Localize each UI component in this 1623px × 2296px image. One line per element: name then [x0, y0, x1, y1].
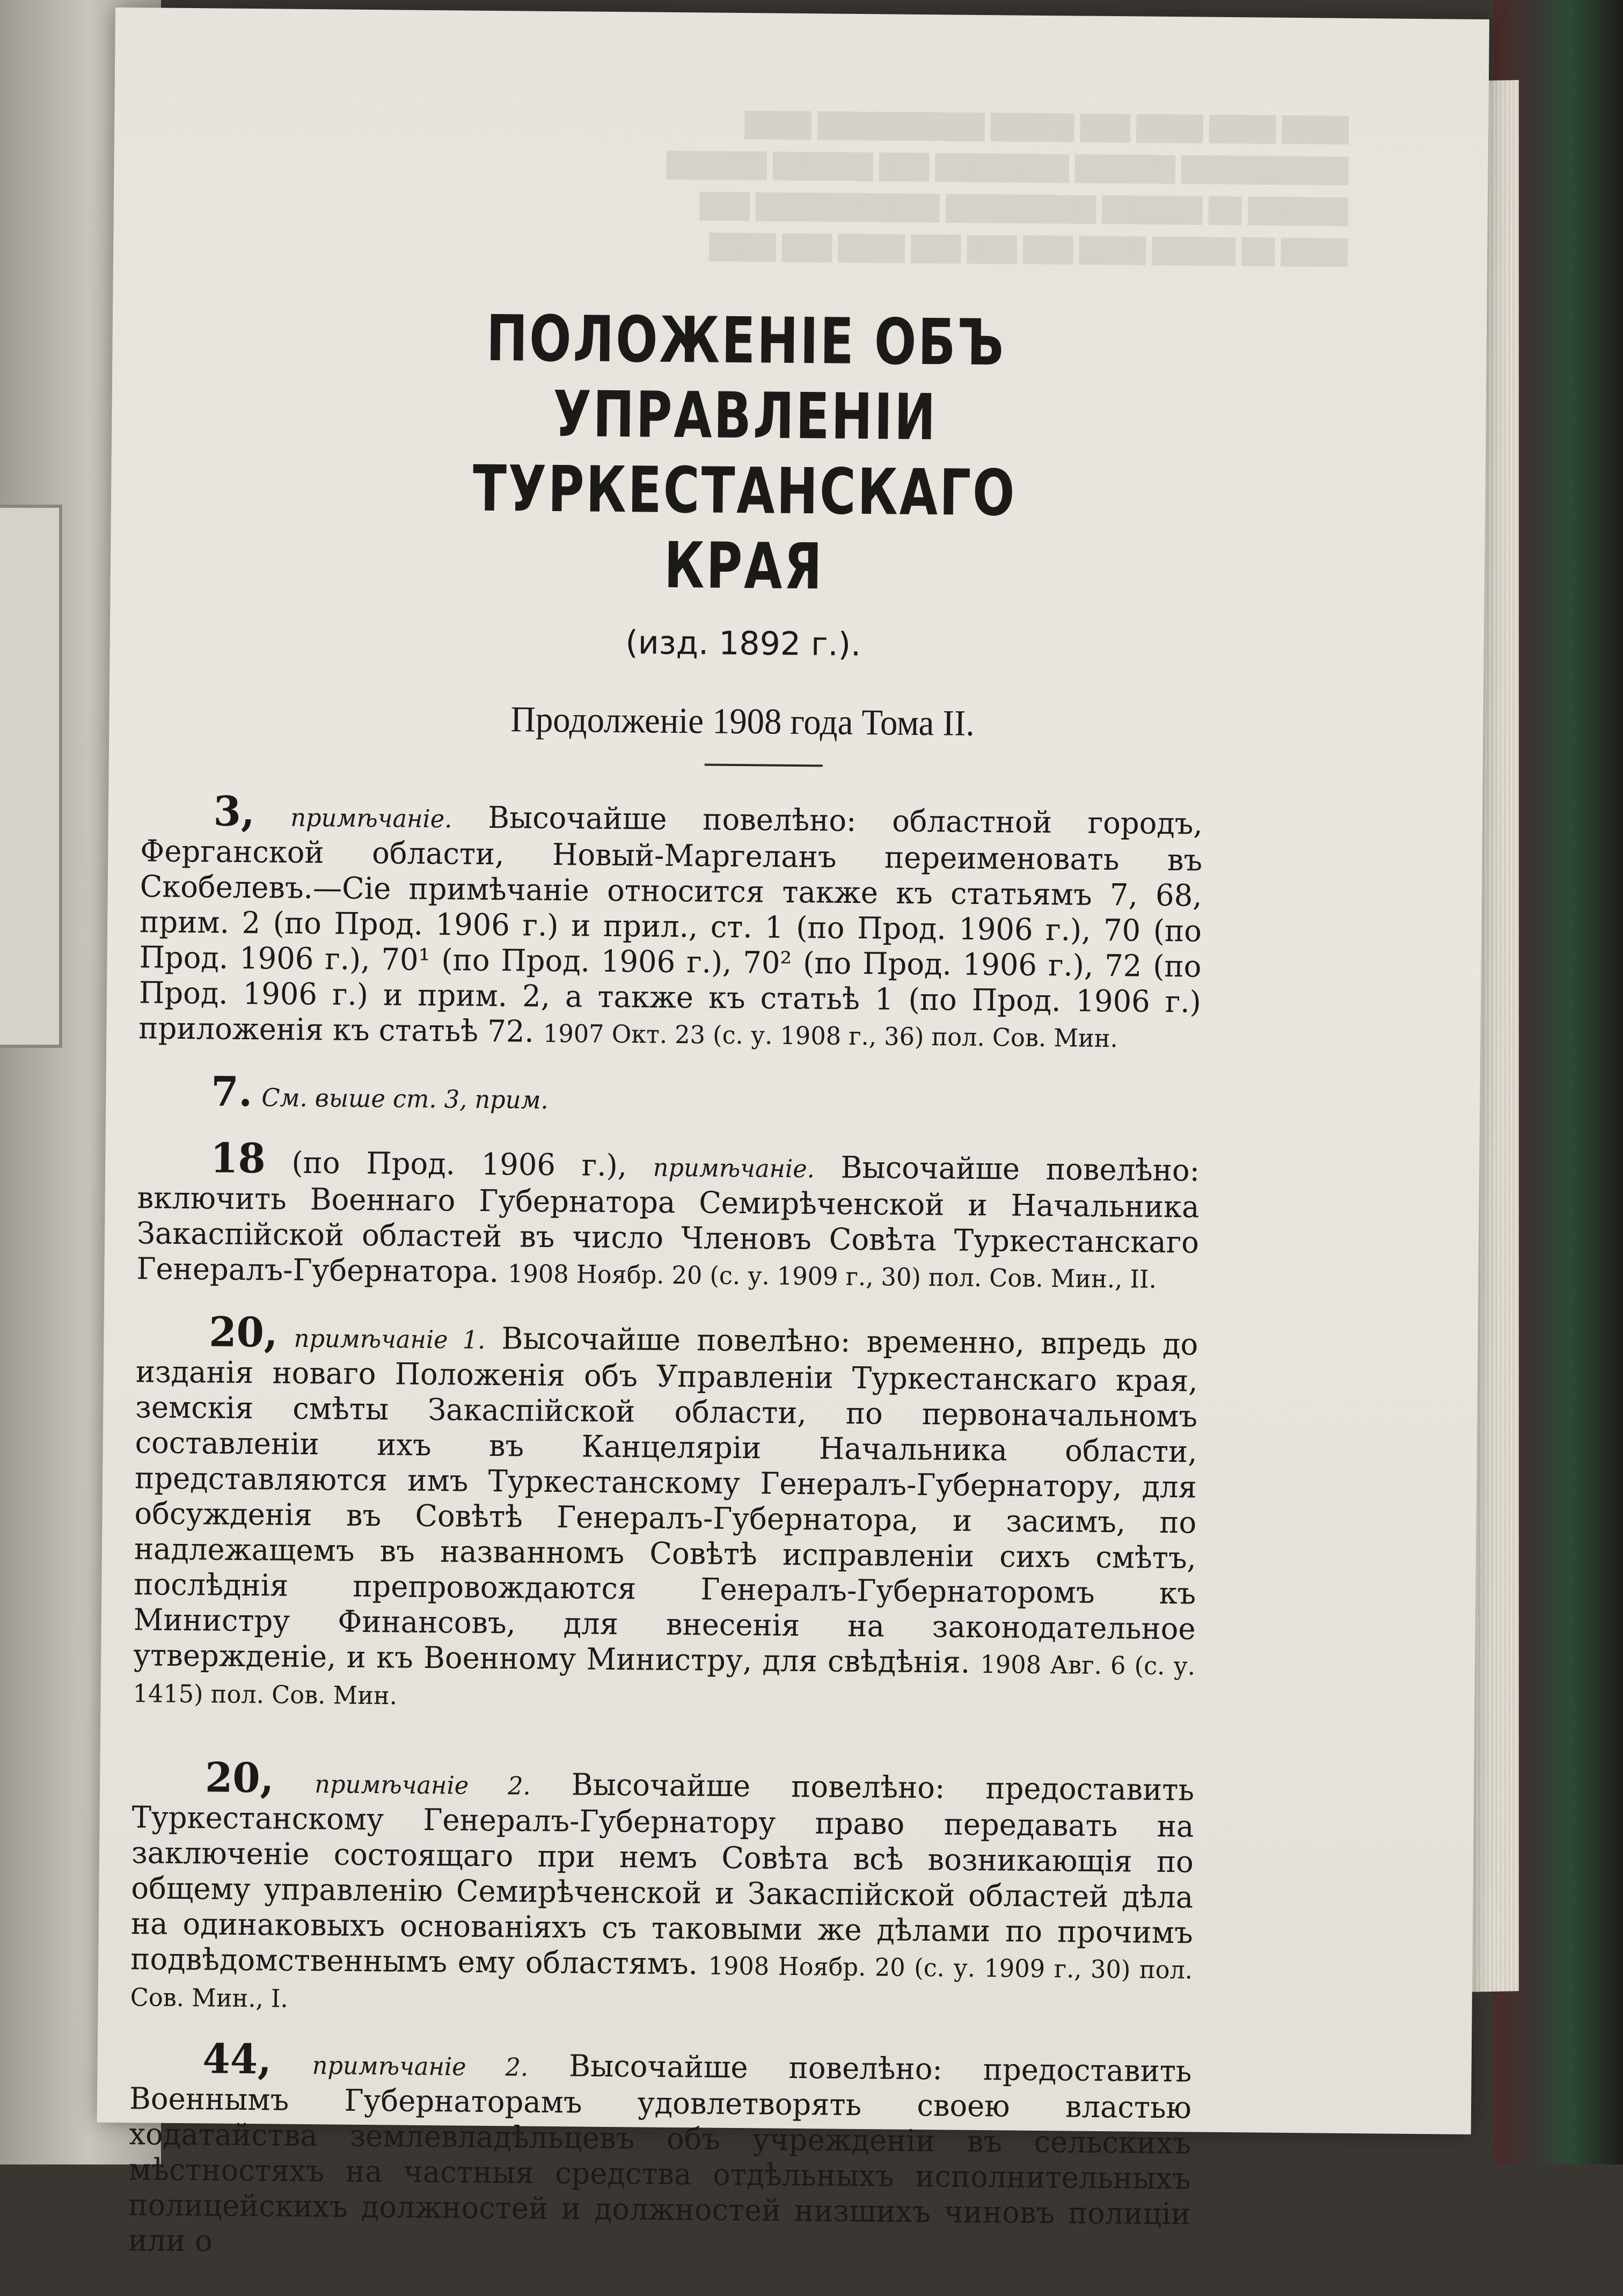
article-citation: 1907 Окт. 23 (с. у. 1908 г., 36) пол. Сов. Мин. [543, 1018, 1118, 1053]
book-page [97, 8, 1489, 2259]
article-text: Высочайше повелѣно: временно, впредь до изданія новаго Положенія объ Управленіи Туркестанскаго края, земскія смѣты Закаспійской области, по первоначальномъ составленіи ихъ въ Канцеляріи Начальника области, представляются имъ Туркестанскому Генералъ-Губернатору, для обсужденія въ Совѣтѣ Генералъ-Губернатора, и засимъ, по надлежащемъ въ названномъ Совѣтѣ исправленіи сихъ смѣтъ, послѣднія препровождаются Генералъ-Губернаторомъ къ Министру Финансовъ, для внесенія на законодательное утвержденіе, и къ Военному Министру, для свѣдѣнія. [133, 1321, 1198, 1680]
note-label: примѣчаніе 2. [315, 1769, 531, 1801]
article-number: 3, [213, 787, 255, 836]
article-text: Высочайше повелѣно: включить Военнаго Губернатора Семирѣченской и Начальника Закаспійской областей въ число Членовъ Совѣта Туркестанскаго Генералъ-Губернатора. [136, 1150, 1200, 1290]
title-line-1: ПОЛОЖЕНІЕ ОБЪ УПРАВЛЕНІИ [486, 301, 1006, 455]
article-citation: 1908 Авг. 6 (с. у. 1415) пол. Сов. Мин. [133, 1650, 1196, 1710]
show-through-text: ████ ████ ████ ███ █████ ██████████ ████ ██████████ ██████ ████████ ███ ██████ ██████ ██████ ██ ██████ █████████ ███████████ ███ ████ ██ █████ ████ ███ ███ ███ ████ ███ ████ [666, 111, 1349, 265]
article-entry [138, 1067, 1200, 1123]
article-number: 18 [210, 1134, 266, 1183]
article-citation: 1908 Ноябр. 20 (с. у. 1909 г., 30) пол. Сов. Мин., II. [507, 1259, 1157, 1294]
article-number: 20, [208, 1308, 278, 1357]
articles-body [128, 787, 1203, 2268]
section-divider [705, 763, 823, 767]
article-entry [136, 1134, 1200, 1297]
article-number: 44, [202, 2035, 272, 2083]
cross-reference: См. выше ст. 3, прим. [261, 1083, 549, 1114]
left-page-bookmark-strip [0, 505, 62, 1048]
document-title [384, 300, 1106, 607]
page-content [128, 297, 1218, 2293]
title-line-2: ТУРКЕСТАНСКАГО КРАЯ [472, 451, 1017, 604]
article-entry [130, 1753, 1195, 2024]
article-prefix: (по Прод. 1906 г.), [291, 1145, 627, 1184]
article-text: Высочайше повелѣно: предоставить Туркестанскому Генералъ-Губернатору право передавать на заключеніе состоящаго при немъ Совѣта всѣ возникающія по общему управленію Семирѣченской и Закаспійской областей дѣла на одинаковыхъ основаніяхъ съ таковыми же дѣлами по прочимъ подвѣдомственнымъ ему областямъ. [130, 1767, 1195, 1982]
edition-label: (изд. 1892 г.). [625, 624, 861, 664]
continuation-heading: Продолженіе 1908 года Тома II. [510, 698, 975, 744]
article-citation: 1908 Ноябр. 20 (с. у. 1909 г., 30) пол. Сов. Мин., I. [130, 1951, 1193, 2013]
note-label: примѣчаніе 1. [294, 1323, 486, 1354]
article-entry [138, 787, 1203, 1056]
article-text: Высочайше повелѣно: предоставить Военнымъ Губернаторамъ удовлетворять своею властью ходатайства землевладѣльцевъ объ учрежденіи въ сельскихъ мѣстностяхъ на частныя средства отдѣльныхъ исполнительныхъ полицейскихъ должностей и должностей низшихъ чиновъ полиціи или о [128, 2049, 1192, 2259]
article-number: 20, [204, 1753, 274, 1802]
note-label: примѣчаніе. [653, 1153, 815, 1184]
note-label: примѣчаніе. [290, 803, 452, 834]
article-number: 7. [210, 1067, 253, 1116]
article-text: Высочайше повелѣно: областной городъ, Ферганской области, Новый-Маргеланъ переименовать въ Скобелевъ.—Сіе примѣчаніе относится также къ статьямъ 7, 68, прим. 2 (по Прод. 1906 г.) и прил., ст. 1 (по Прод. 1906 г.), 70 (по Прод. 1906 г.), 70¹ (по Прод. 1906 г.), 70² (по Прод. 1906 г.), 72 (по Прод. 1906 г.) и прим. 2, а также къ статьѣ 1 (по Прод. 1906 г.) приложенія къ статьѣ 72. [138, 800, 1203, 1049]
article-entry [128, 2035, 1192, 2268]
article-entry [133, 1308, 1198, 1720]
note-label: примѣчаніе 2. [312, 2051, 529, 2082]
